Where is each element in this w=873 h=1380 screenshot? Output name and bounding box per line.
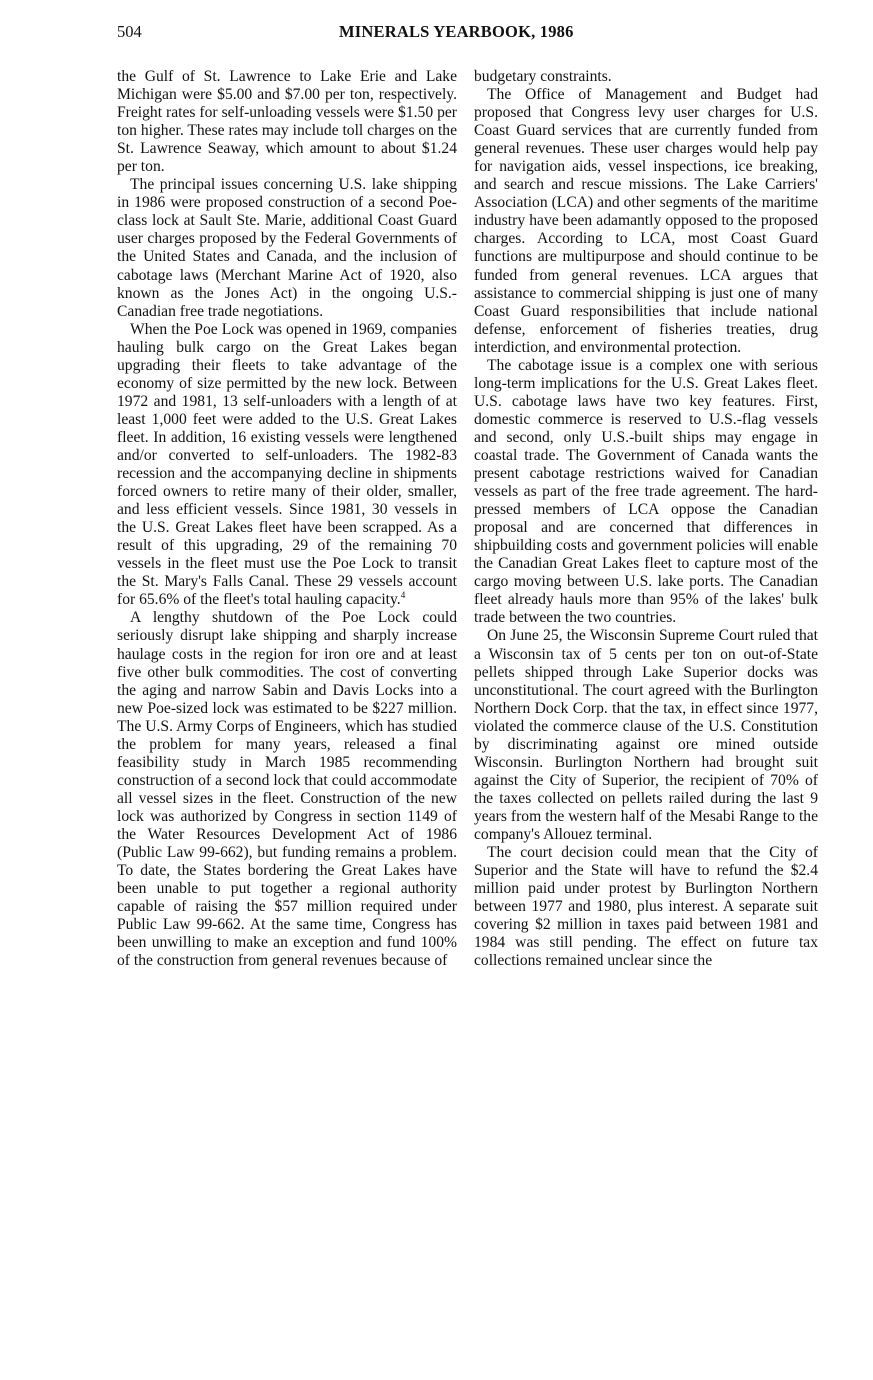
left-column [117, 68, 457, 970]
paragraph: The Office of Management and Budget had proposed that Congress levy user charges for U.S. Coast Guard services that are currently funded from general revenues. These user charges would help pay for navigation aids, vessel inspections, ice breaking, and search and rescue missions. The Lake Carriers' Association (LCA) and other segments of the maritime industry have been adamantly opposed to the proposed charges. According to LCA, most Coast Guard functions are multipurpose and should continue to be funded from general revenues. LCA argues that assistance to commercial shipping is just one of many Coast Guard responsibilities that include national defense, enforcement of fisheries treaties, drug interdiction, and environmental protection. [474, 86, 818, 356]
paragraph: The court decision could mean that the City of Superior and the State will have to refund the $2.4 million paid under protest by Burlington Northern between 1977 and 1980, plus interest. A separate suit covering $2 million in taxes paid between 1981 and 1984 was still pending. The effect on future tax collections remained unclear since the [474, 844, 818, 970]
paragraph: The cabotage issue is a complex one with serious long-term implications for the U.S. Great Lakes fleet. U.S. cabotage laws have two key features. First, domestic commerce is reserved to U.S.-flag vessels and second, only U.S.-built ships may engage in coastal trade. The Government of Canada wants the present cabotage restrictions waived for Canadian vessels as part of the free trade agreement. The hard-pressed members of LCA oppose the Canadian proposal and are concerned that differences in shipbuilding costs and government policies will enable the Canadian Great Lakes fleet to capture most of the cargo moving between U.S. lake ports. The Canadian fleet already hauls more than 95% of the lakes' bulk trade between the two countries. [474, 356, 818, 627]
paragraph: On June 25, the Wisconsin Supreme Court ruled that a Wisconsin tax of 5 cents per ton on out-of-State pellets shipped through Lake Superior docks was unconstitutional. The court agreed with the Burlington Northern Dock Corp. that the tax, in effect since 1977, violated the commerce clause of the U.S. Constitution by discriminating against ore mined outside Wisconsin. Burlington Northern had brought suit against the City of Superior, the recipient of 70% of the taxes collected on pellets railed during the last 9 years from the western half of the Mesabi Range to the company's Allouez terminal. [474, 627, 818, 843]
page-header [117, 20, 818, 44]
paragraph: budgetary constraints. [474, 68, 612, 85]
paragraph-text: When the Poe Lock was opened in 1969, companies hauling bulk cargo on the Great Lakes began upgrading their fleets to take advantage of the economy of size permitted by the new lock. Between 1972 and 1981, 13 self-unloaders with a length of at least 1,000 feet were added to the U.S. Great Lakes fleet. In addition, 16 existing vessels were lengthened and/or converted to self-unloaders. The 1982-83 recession and the accompanying decline in shipments forced owners to retire many of their older, smaller, and less efficient vessels. Since 1981, 30 vessels in the U.S. Great Lakes fleet have been scrapped. As a result of this upgrading, 29 of the remaining 70 vessels in the fleet must use the Poe Lock to transit the St. Mary's Falls Canal. These 29 vessels account for 65.6% of the fleet's total hauling capacity. [117, 320, 457, 609]
paragraph: The principal issues concerning U.S. lake shipping in 1986 were proposed construction of a second Poe-class lock at Sault Ste. Marie, additional Coast Guard user charges proposed by the Federal Governments of the United States and Canada, and the inclusion of cabotage laws (Merchant Marine Act of 1920, also known as the Jones Act) in the ongoing U.S.-Canadian free trade negotiations. [117, 176, 457, 320]
paragraph: A lengthy shutdown of the Poe Lock could seriously disrupt lake shipping and sharply increase haulage costs in the region for iron ore and at least five other bulk commodities. The cost of converting the aging and narrow Sabin and Davis Locks into a new Poe-sized lock was estimated to be $227 million. The U.S. Army Corps of Engineers, which has studied the problem for many years, released a final feasibility study in March 1985 recommending construction of a second lock that could accommodate all vessel sizes in the fleet. Construction of the new lock was authorized by Congress in section 1149 of the Water Resources Development Act of 1986 (Public Law 99-662), but funding remains a problem. To date, the States bordering the Great Lakes have been unable to put together a regional authority capable of raising the $57 million required under Public Law 99-662. At the same time, Congress has been unwilling to make an exception and fund 100% of the construction from general revenues because of [117, 609, 457, 970]
footnote-reference: 4 [400, 590, 406, 601]
paragraph [117, 321, 457, 610]
running-title: MINERALS YEARBOOK, 1986 [339, 22, 574, 41]
right-column [474, 68, 818, 970]
paragraph: the Gulf of St. Lawrence to Lake Erie and Lake Michigan were $5.00 and $7.00 per ton, respectively. Freight rates for self-unloading vessels were $1.50 per ton higher. These rates may include toll charges on the St. Lawrence Seaway, which amount to about $1.24 per ton. [117, 68, 457, 176]
page-number: 504 [117, 22, 142, 41]
